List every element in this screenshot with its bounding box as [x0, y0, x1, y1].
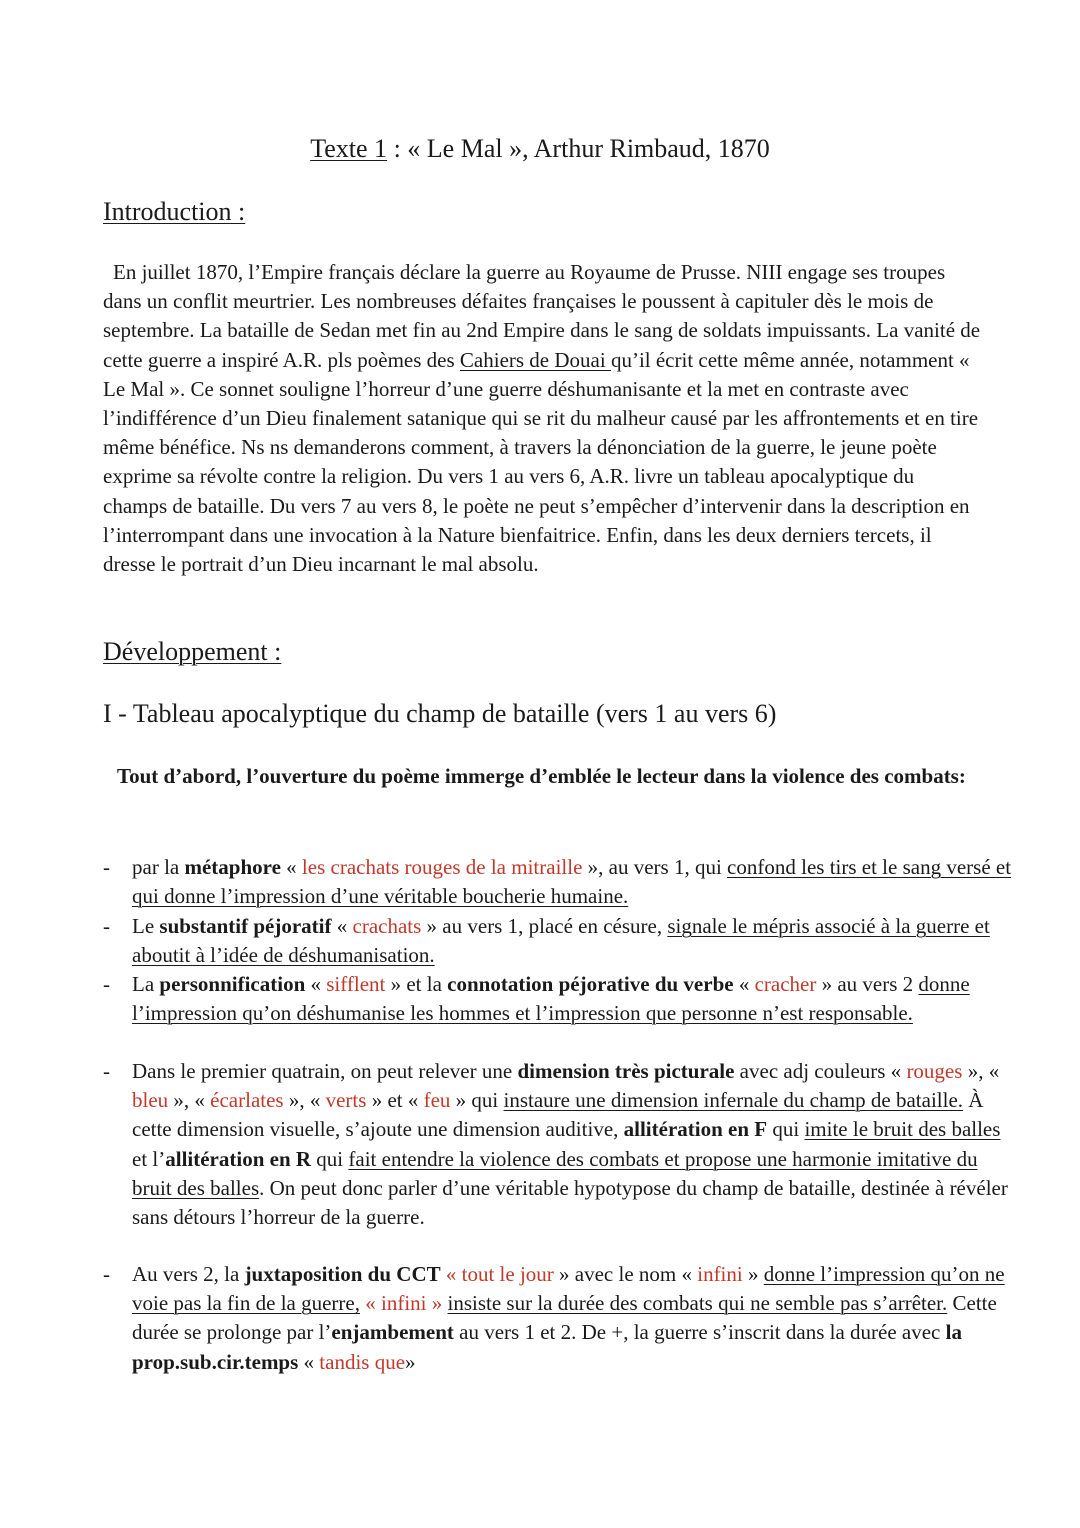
- bullet-text: » qui: [450, 1088, 504, 1113]
- bullet-bold: allitération en R: [165, 1146, 312, 1171]
- bullet-text: «: [298, 1349, 320, 1374]
- quote-red: écarlates: [210, 1088, 284, 1113]
- section-heading: I - Tableau apocalyptique du champ de bataille (vers 1 au vers 6): [103, 699, 777, 728]
- quote-red: sifflent: [326, 972, 386, 996]
- quote-red: les crachats rouges de la mitraille: [301, 855, 583, 879]
- bullet-underline: confond les tirs et le sang versé et qui donne l’impression d’une véritable boucherie humaine.: [132, 855, 1012, 909]
- bullet-dash: -: [103, 914, 110, 938]
- bullet-text: », «: [168, 1088, 211, 1113]
- bullet-text: » et «: [366, 1088, 424, 1113]
- bullet-text: »: [405, 1349, 416, 1374]
- bullet-text: et l’: [132, 1146, 166, 1171]
- bullet-text: par la: [132, 855, 185, 879]
- bullet-underline: fait entendre la violence des combats et propose une harmonie imitative du bruit des balles: [132, 1146, 978, 1200]
- bullet-text: «: [305, 972, 327, 996]
- bullet-text: À cette dimension visuelle, s’ajoute une dimension auditive,: [132, 1088, 984, 1142]
- bullet-text: », au vers 1, qui: [582, 855, 728, 879]
- bullet-text: », «: [962, 1059, 1000, 1083]
- bullet-text: qui: [767, 1117, 805, 1142]
- bullet-text: «: [331, 914, 353, 938]
- bullet-dash: -: [103, 1262, 110, 1286]
- quote-red: infini: [697, 1262, 743, 1286]
- bullet-item-4: [103, 1057, 1012, 1232]
- bullet-text: » et la: [385, 972, 448, 996]
- development-heading: Développement :: [103, 637, 282, 666]
- bullet-underline: imite le bruit des balles: [804, 1117, 1001, 1142]
- quote-red: crachats: [352, 914, 422, 938]
- bullet-text: . On peut donc parler d’une véritable hypotypose du champ de bataille, destinée à révéler sans détours l’horreur de la guerre.: [132, 1175, 1008, 1230]
- bullet-text: avec adj couleurs «: [734, 1059, 907, 1083]
- bullet-text: Le: [132, 914, 160, 938]
- bullet-underline: instaure une dimension infernale du champ de bataille.: [503, 1088, 964, 1113]
- bullet-item-3: [103, 970, 1012, 1028]
- lead-paragraph: Tout d’abord, l’ouverture du poème immerge d’emblée le lecteur dans la violence des combats:: [117, 764, 966, 788]
- bullet-item-1: [103, 853, 1012, 911]
- introduction-paragraph: [103, 258, 983, 579]
- title-rest: : « Le Mal », Arthur Rimbaud, 1870: [387, 134, 770, 163]
- bullet-bold: dimension très picturale: [517, 1059, 735, 1083]
- bullet-dash: -: [103, 855, 110, 879]
- quote-red: tandis que: [319, 1349, 406, 1374]
- bullet-bold: personnification: [159, 972, 306, 996]
- bullet-text: Cette durée se prolonge par l’: [132, 1291, 997, 1345]
- bullet-text: La: [132, 972, 160, 996]
- bullet-text: » au vers 2: [816, 972, 919, 996]
- bullet-text: » avec le nom «: [553, 1262, 698, 1286]
- bullet-underline: signale le mépris associé à la guerre et aboutit à l’idée de déshumanisation.: [132, 914, 990, 968]
- quote-red: « tout le jour: [440, 1262, 554, 1286]
- bullet-underline: donne l’impression qu’on déshumanise les hommes et l’impression que personne n’est responsable.: [132, 972, 970, 1026]
- book-title: Cahiers de Douai: [459, 347, 611, 372]
- intro-text-1: En juillet 1870, l’Empire français déclare la guerre au Royaume de Prusse. NIII engage ses troupes dans un conflit meurtrier. Les nombreuses défaites françaises le poussent à capituler dès le mois de septembre. La bataille de Sedan met fin au 2nd Empire dans le sang de soldats impuissants. La vanité de cette guerre a inspiré A.R. pls poèmes des: [103, 260, 981, 372]
- quote-red: feu: [423, 1088, 451, 1113]
- bullet-bold: allitération en F: [623, 1117, 768, 1142]
- bullet-text: «: [733, 972, 755, 996]
- introduction-heading: Introduction :: [103, 197, 246, 226]
- quote-red: bleu: [132, 1088, 169, 1113]
- bullet-bold: la prop.sub.cir.temps: [132, 1320, 962, 1374]
- bullet-bold: métaphore: [184, 855, 281, 879]
- quote-red: « infini »: [360, 1291, 443, 1316]
- bullet-dash: -: [103, 1059, 110, 1083]
- quote-red: verts: [325, 1088, 367, 1113]
- quote-red: rouges: [906, 1059, 963, 1083]
- bullet-dash: -: [103, 972, 110, 996]
- bullet-bold: substantif péjoratif: [159, 914, 332, 938]
- title-text-number: Texte 1: [310, 134, 388, 163]
- document-title: [0, 131, 1080, 167]
- bullet-text: «: [280, 855, 302, 879]
- bullet-item-2: [103, 912, 1012, 970]
- bullet-item-5: [103, 1260, 1012, 1377]
- bullet-text: »: [742, 1262, 764, 1286]
- bullet-text: Dans le premier quatrain, on peut relever une: [132, 1059, 518, 1083]
- bullet-bold: juxtaposition du CCT: [244, 1262, 441, 1286]
- bullet-underline: insiste sur la durée des combats qui ne semble pas s’arrêter.: [447, 1291, 948, 1316]
- bullet-bold: enjambement: [331, 1320, 454, 1345]
- bullet-text: Au vers 2, la: [132, 1262, 245, 1286]
- bullet-text: qui: [311, 1146, 349, 1171]
- bullet-text: » au vers 1, placé en césure,: [421, 914, 668, 938]
- quote-red: cracher: [754, 972, 817, 996]
- bullet-text: au vers 1 et 2. De +, la guerre s’inscrit dans la durée avec: [453, 1320, 946, 1345]
- bullet-underline: donne l’impression qu’on ne voie pas la fin de la guerre,: [132, 1262, 1005, 1316]
- bullet-bold: connotation péjorative du verbe: [447, 972, 734, 996]
- intro-text-2: qu’il écrit cette même année, notamment « Le Mal ». Ce sonnet souligne l’horreur d’une guerre déshumanisante et la met en contraste avec l’indifférence d’un Dieu finalement satanique qui se rit du malheur causé par les affrontements et en tire même bénéfice. Ns ns demanderons comment, à travers la dénonciation de la guerre, le jeune poète exprime sa révolte contre la religion. Du vers 1 au vers 6, A.R. livre un tableau apocalyptique du champs de bataille. Du vers 7 au vers 8, le poète ne peut s’empêcher d’intervenir dans la description en l’interrompant dans une invocation à la Nature bienfaitrice. Enfin, dans les deux derniers tercets, il dresse le portrait d’un Dieu incarnant le mal absolu.: [103, 347, 979, 577]
- bullet-text: », «: [283, 1088, 326, 1113]
